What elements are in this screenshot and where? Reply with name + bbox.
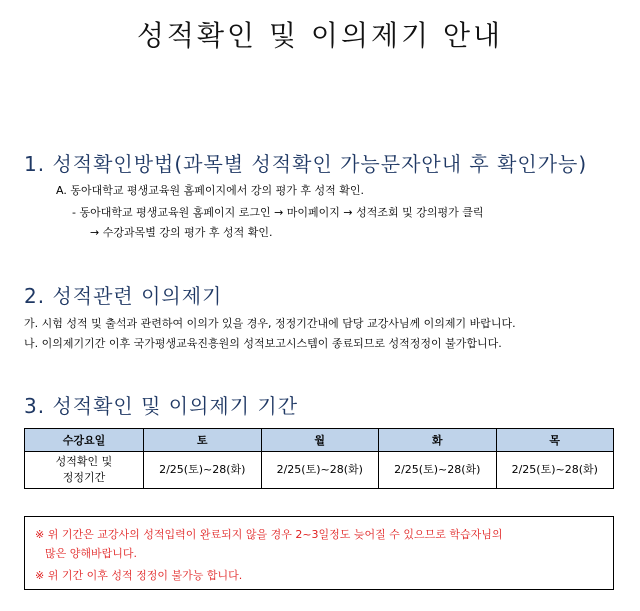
notice-box <box>24 516 614 590</box>
schedule-header-row <box>25 429 614 452</box>
section-1-heading: 1. 성적확인방법(과목별 성적확인 가능문자안내 후 확인가능) <box>24 152 588 176</box>
header-tue: 화 <box>379 429 497 452</box>
notice-line-3: ※ 위 기간 이후 성적 정정이 불가능 합니다. <box>35 569 243 582</box>
row-label-line-1: 성적확인 및 <box>55 455 113 468</box>
section-2-heading: 2. 성적관련 이의제기 <box>24 284 223 308</box>
section-2-line-b: 나. 이의제기기간 이후 국가평생교육진흥원의 성적보고시스템이 종료되므로 성적정정이 불가합니다. <box>24 337 502 350</box>
page-title: 성적확인 및 이의제기 안내 <box>136 19 504 52</box>
row-label-line-2: 정정기간 <box>62 471 106 484</box>
cell-tue: 2/25(토)~28(화) <box>379 452 497 489</box>
header-thu: 목 <box>496 429 614 452</box>
cell-mon: 2/25(토)~28(화) <box>261 452 379 489</box>
notice-line-2: 많은 양해바랍니다. <box>45 547 138 560</box>
notice-line-1: ※ 위 기간은 교강사의 성적입력이 완료되지 않을 경우 2~3일정도 늦어질 수 있으므로 학습자님의 <box>35 528 503 541</box>
section-3-heading: 3. 성적확인 및 이의제기 기간 <box>24 394 299 418</box>
header-sat: 토 <box>144 429 262 452</box>
cell-sat: 2/25(토)~28(화) <box>144 452 262 489</box>
section-1-line-c: → 수강과목별 강의 평가 후 성적 확인. <box>90 226 273 239</box>
header-day-label: 수강요일 <box>25 429 144 452</box>
section-1-line-b: - 동아대학교 평생교육원 홈페이지 로그인 → 마이페이지 → 성적조회 및 강의평가 클릭 <box>72 206 484 219</box>
section-1-line-a: A. 동아대학교 평생교육원 홈페이지에서 강의 평가 후 성적 확인. <box>56 184 364 197</box>
row-label <box>25 452 144 489</box>
schedule-table <box>24 428 614 489</box>
cell-thu: 2/25(토)~28(화) <box>496 452 614 489</box>
schedule-row <box>25 452 614 489</box>
header-mon: 월 <box>261 429 379 452</box>
section-2-line-a: 가. 시험 성적 및 출석과 관련하여 이의가 있을 경우, 정정기간내에 담당 교강사님께 이의제기 바랍니다. <box>24 317 516 330</box>
